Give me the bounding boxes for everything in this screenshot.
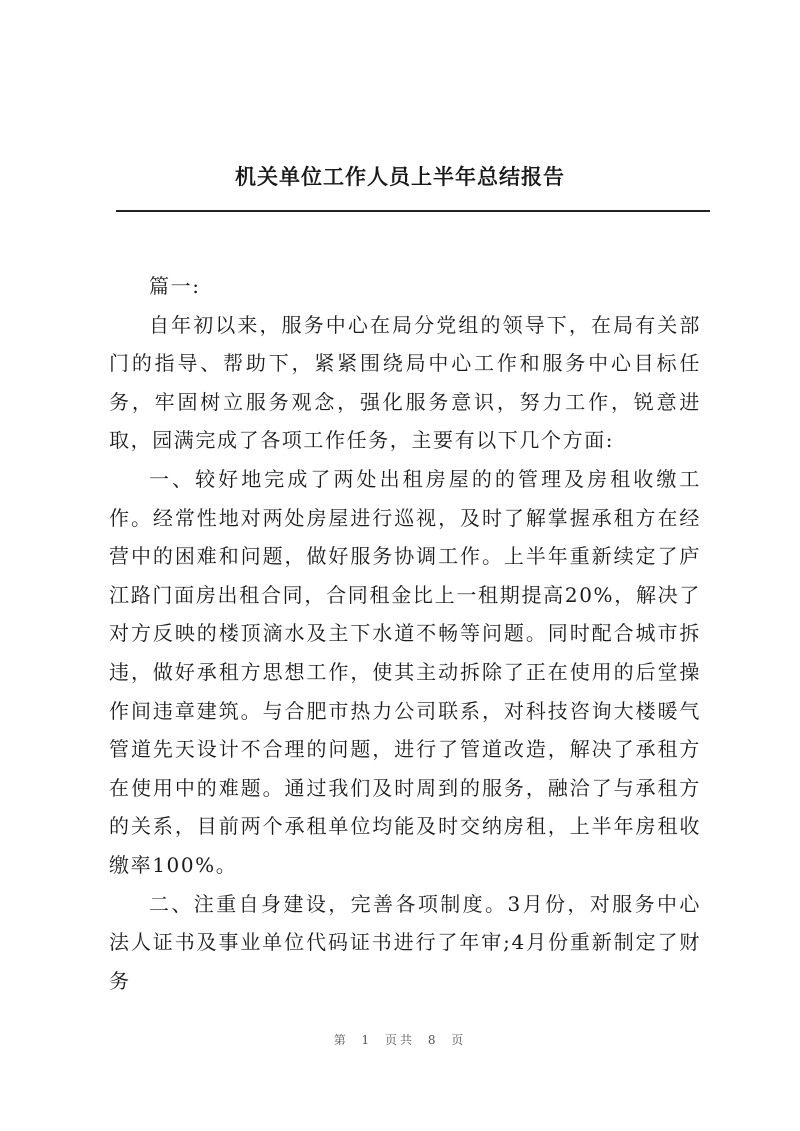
paragraph-item-2: 二、注重自身建设，完善各项制度。3月份，对服务中心法人证书及事业单位代码证书进行了年审;4月份重新制定了财务 (109, 891, 701, 993)
section-heading: 篇一: (149, 274, 201, 298)
page-footer: 第 1 页共 8 页 (333, 1033, 467, 1047)
document-title: 机关单位工作人员上半年总结报告 (235, 164, 565, 189)
paragraph-item-1: 一、较好地完成了两处出租房屋的的管理及房租收缴工作。经常性地对两处房屋进行巡视，及时了解掌握承租方在经营中的困难和问题，做好服务协调工作。上半年重新续定了庐江路门面房出租合同，合同租金比上一租期提高20%，解决了对方反映的楼顶滴水及主下水道不畅等问题。同时配合城市拆违，做好承租方思想工作，使其主动拆除了正在使用的后堂操作间违章建筑。与合肥市热力公司联系，对科技咨询大楼暖气管道先天设计不合理的问题，进行了管道改造，解决了承租方在使用中的难题。通过我们及时周到的服务，融洽了与承租方的关系，目前两个承租单位均能及时交纳房租，上半年房租收缴率100%。 (109, 466, 701, 877)
paragraph-intro: 自年初以来，服务中心在局分党组的领导下，在局有关部门的指导、帮助下，紧紧围绕局中心工作和服务中心目标任务，牢固树立服务观念，强化服务意识，努力工作，锐意进取，园满完成了各项工作任务，主要有以下几个方面: (109, 312, 701, 453)
title-underline (116, 210, 710, 212)
document-body (109, 267, 701, 1000)
